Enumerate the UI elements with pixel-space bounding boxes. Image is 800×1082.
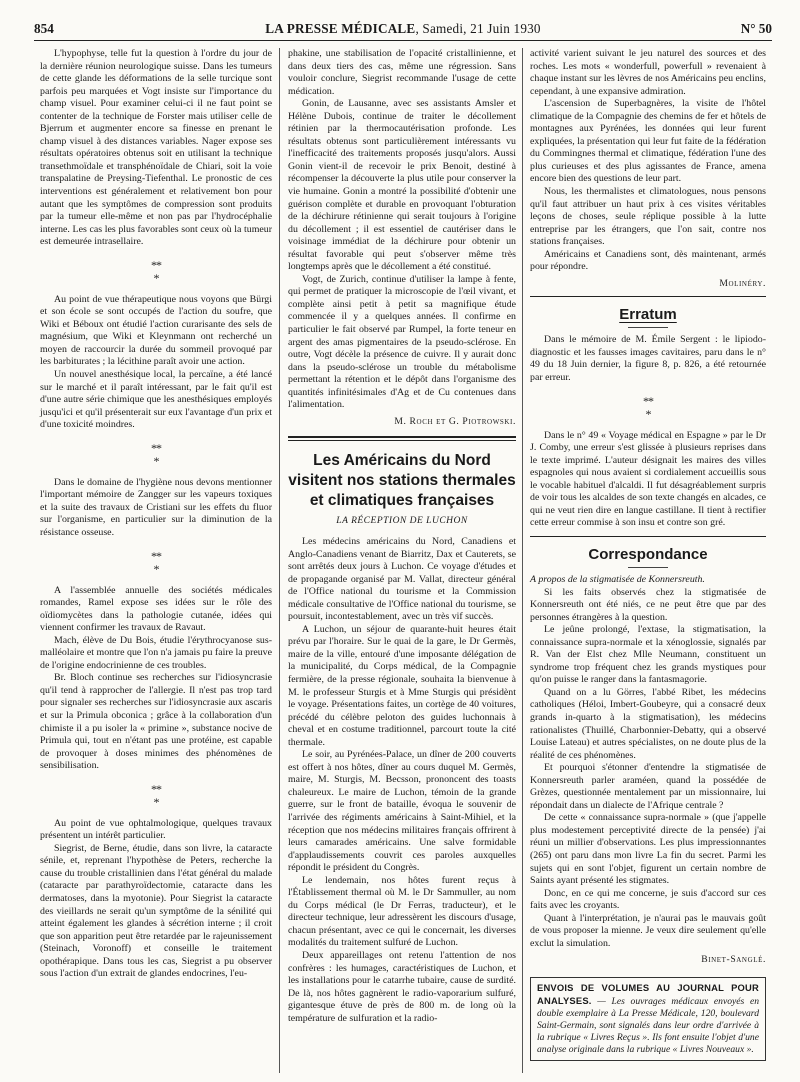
- paragraph: Le lendemain, nos hôtes furent reçus à l'Établissement thermal où M. le Dr Sammuller, au nom du Corps médical (le Dr Ferras, traducteur), et le directeur technique, leur adressèrent les discours d'usage, chacun présentant, avec ce qui le concernait, les diverses modalités du traitement sulfuré de Luchon.: [288, 874, 516, 949]
- paragraph: L'ascension de Superbagnères, la visite de l'hôtel climatique de la Compagnie des chemins de fer et hôtels de montagnes aux Pyrénées, les données qui leur furent expliquées, la présentation qui leur fut faite de la fédération du Commingnes thermal et climatique, fédération l'une des plus curieuses et des plus agissantes de France, amena encore bien des questions de leur part.: [530, 98, 766, 185]
- column-rule-2: [522, 48, 523, 1073]
- paragraph: Vogt, de Zurich, continue d'utiliser la lampe à fente, qui permet de pratiquer la microscopie de l'œil vivant, et complète ainsi petit à petit sa magnifique étude commencée il y a quelques années. Il confirme en particulier le fait observé par Rumpel, la forte teneur en argent des amas pigmentaires de la pseudo-sclérose. En outre, Vogt décèle la présence de cuivre. Il y aurait donc dans la pseudo-sclérose un trouble du métabolisme permettant la rétention et le dépôt dans l'organisme des quantités infinitésimales d'Ag et de Cu contenues dans l'alimentation.: [288, 273, 516, 411]
- issue-number: N° 50: [740, 21, 772, 36]
- paragraph: A l'assemblée annuelle des sociétés médicales romandes, Ramel expose ses idées sur le rôle des oïdiomycètes dans la pathologie cutanée, idées qui viennent confirmer les travaux de Ravaut.: [40, 584, 272, 634]
- short-rule: [628, 567, 668, 568]
- paragraph: activité varient suivant le jeu naturel des sources et des roches. Les mots « wonderfull, powerfull » revenaient à chaque instant sur les lèvres de nos Américains peu enclins, cependant, à une expansive admiration.: [530, 48, 766, 97]
- section-separator: ** *: [151, 781, 161, 809]
- paragraph: Quant à l'interprétation, je n'aurai pas le mauvais goût de vous proposer la mienne. Je veux dire seulement qu'elle exclut la simulation.: [530, 912, 766, 949]
- page-number: 854: [34, 21, 54, 36]
- paragraph: Dans le n° 49 « Voyage médical en Espagne » par le Dr J. Comby, une erreur s'est glissée à plusieurs reprises dans le texte imprimé. L'auteur désignait les maires des villes espagnoles qui nous avaient si cordialement accueillis sous le vocable habituel d'alcaldi. Il fut désagréablement surpris de voir tous les alcaldes de son texte changés en alcades, ce qui ne veut rien dire en langue castillane. Il tient à rectifier cette erreur commise à son insu et contre son gré.: [530, 429, 766, 529]
- paragraph: Américains et Canadiens sont, dès maintenant, armés pour répondre.: [530, 248, 766, 273]
- running-title: [34, 18, 772, 40]
- issue-date: , Samedi, 21 Juin 1930: [415, 21, 541, 36]
- erratum-heading: Erratum: [619, 306, 677, 324]
- column-2: [288, 48, 516, 1025]
- paragraph: Les médecins américains du Nord, Canadiens et Anglo-Canadiens venant de Biarritz, Dax et Cauterets, se sont arrêtés deux jours à Luchon. Ce voyage d'études et de propagande organisé par M. Vallat, directeur général de l'Office national du tourisme et la Commission médicale consultative de l'Office national du tourisme, se poursuit, incontestablement, avec un très vif succès.: [288, 535, 516, 623]
- paragraph: Si les faits observés chez la stigmatisée de Konnersreuth ont été niés, ce ne peut être que par des personnes étrangères à la question.: [530, 586, 766, 623]
- paragraph: Quand on a lu Görres, l'abbé Ribet, les médecins catholiques (Héloi, Imbert-Goubeyre, qui a consacré deux grands in-quarto à la stigmatisation), les médecins rationalistes (Thuillé, Charbonnier-Debatty, qui a observé Louise Lateau) et autres spécialistes, on ne doute plus de la réalité de ces phénomènes.: [530, 686, 766, 761]
- section-separator: ** *: [151, 548, 161, 576]
- double-rule: [288, 436, 516, 441]
- column-rule-1: [279, 48, 280, 1073]
- signature: Binet-Sanglé.: [701, 954, 766, 966]
- paragraph: Dans le domaine de l'hygiène nous devons mentionner l'important mémoire de Zangger sur les vapeurs toxiques et la suite des travaux de Cristiani sur les effets du fluor sur l'organisme, en particulier sur la diminution de la résistance osseuse.: [40, 476, 272, 538]
- paragraph: A Luchon, un séjour de quarante-huit heures était prévu par l'horaire. Sur le quai de la gare, le Dr Germès, maire de la ville, entouré d'une imposante délégation de la municipalité, du Corps médical, de la Compagnie fermière, de la presse régionale, souhaita la bienvenue à M. le professeur Sturgis et à Mme Sturgis qui présidènt le voyage. Présentations faites, un cortège de 40 voitures, précédé du célèbre peloton des guides luchonnais à cheval et en costume traditionnel, parcourt toute la cité thermale.: [288, 623, 516, 748]
- article-subtitle: LA RÉCEPTION DE LUCHON: [336, 516, 468, 527]
- rule: [530, 296, 766, 297]
- signature: M. Roch et G. Piotrowski.: [394, 415, 516, 427]
- section-separator: ** *: [151, 257, 161, 285]
- paragraph: Le soir, au Pyrénées-Palace, un dîner de 200 couverts est offert à nos hôtes, dîner au cours duquel M. Germès, maire, M. Sturgis, M. Becsson, prononcent des toasts chaleureux. Le maire de Luchon, témoin de la grande guerre, sur le front de bataille, évoqua le souvenir de l'arrivée des régiments américains à Saint-Mihiel, et la réception que nos médecins militaires français offrirent à leurs camarades américains. Une salve formidable d'applaudissements couvrit ces paroles auxquelles répondit le président du Congrès.: [288, 749, 516, 874]
- notice-text: — Les ouvrages médicaux envoyés en double exemplaire à La Presse Médicale, 120, boulevard Saint-Germain, sont signalés dans leur ordre d'arrivée à la rubrique « Livres Reçus ». Ils font ensuite l'objet d'une analyse originale dans la rubrique « Livres Nouveaux ».: [537, 995, 759, 1055]
- section-separator: ** *: [643, 393, 653, 421]
- paragraph: Siegrist, de Berne, étudie, dans son livre, la cataracte sénile, et, reprenant l'hypothèse de Peters, recherche la cause du trouble cristallinien dans l'état général du malade (cataracte par parathyroïdectomie, cataracte dans les dermatoses, dans la myotonie). Pour Siegrist la cataracte des vieillards ne serait qu'un symptôme de la sénilité qui atteint également les glandes à sécrétion interne ; il croit que son apparition peut être retardée par le rajeunissement (Steinach, Voronoff) et conseille le traitement opothérapique. Dans tous les cas, Siegrist a pu observer sous l'action d'un extrait de glandes endocrines, l'eu-: [40, 842, 272, 980]
- page-header: [34, 18, 772, 41]
- paragraph: Br. Bloch continue ses recherches sur l'idiosyncrasie qu'il tend à rapprocher de l'allergie. Il n'est pas trop tard pour signaler ses recherches sur l'idiosyncrasie aux ascaris et sur la Primula obconica ; grâce à la collaboration d'un chimiste il a pu isoler la « primine », substance nocive de Primula qui, tout en n'étant pas une protéine, est capable de provoquer à doses minimes des phénomènes de sensibilisation.: [40, 672, 272, 772]
- column-1: [40, 48, 272, 981]
- correspondence-heading: Correspondance: [588, 545, 708, 563]
- paragraph: Au point de vue thérapeutique nous voyons que Bürgi et son école se sont occupés de l'action du soufre, que Wiki et Béboux ont étudié l'action curarisante des sels de magnésium, que Wiki et Kleynmann ont recherché un moyen de raccourcir la durée du sommeil provoqué par les barbiturates ; la lécithine paraît avoir une action.: [40, 293, 272, 368]
- paragraph: Deux appareillages ont retenu l'attention de nos confrères : les humages, caractéristiques de Luchon, et les installations pour le catarrhe tubaire, cause de surdité. De là, nos hôtes gagnèrent le radio-vaporarium sulfuré, gigantesque étuve de près de 800 m. de long où la température de sulfuration et la radio-: [288, 950, 516, 1024]
- notice-box: [530, 977, 766, 1061]
- rule: [530, 536, 766, 537]
- paragraph: Donc, en ce qui me concerne, je suis d'accord sur ces faits avec les croyants.: [530, 887, 766, 912]
- article-title-line-1: Les Américains du Nord: [313, 452, 491, 470]
- paragraph: Le jeûne prolongé, l'extase, la stigmatisation, la connaissance supra-normale et la xénoglossie, signalés par R. Van der Elst chez Mlle Neumann, constituent un syndrome trop fréquent chez les grands mystiques pour qu'on puisse le ranger dans la fantasmagorie.: [530, 624, 766, 686]
- paragraph: Gonin, de Lausanne, avec ses assistants Amsler et Hélène Dubois, continue de traiter le décollement rétinien par la thermocautérisation profonde. Les résultats obtenus sont particulièrement intéressants vu l'inefficacité des traitements proposés jusqu'alors. Aussi Gonin vient-il de recevoir le prix Benoit, destiné à récompenser la découverte la plus utile pour conserver la vie humaine. Gonin a montré la possibilité d'obtenir une guérison complète et durable en provoquant l'obturation de la déchirure rétinienne qui serait toujours à l'origine du décollement ; il est essentiel de cautériser dans le voisinage immédiat de la déchirure pour obtenir un résultat favorable qui peut s'observer même très longtemps après que le décollement a été constitué.: [288, 98, 516, 273]
- article-title-line-3: et climatiques françaises: [309, 492, 495, 510]
- paragraph: Au point de vue ophtalmologique, quelques travaux présentent un intérêt particulier.: [40, 817, 272, 842]
- paragraph: Et pourquoi s'étonner d'entendre la stigmatisée de Konnersreuth parler araméen, quand la possédée de Grèzes, questionnée mentalement par un missionnaire, lui répondait dans un dialecte de l'Afrique centrale ?: [530, 762, 766, 811]
- journal-name: LA PRESSE MÉDICALE: [265, 21, 416, 36]
- section-separator: ** *: [151, 440, 161, 468]
- notice-title: ENVOIS DE VOLUMES AU JOURNAL POUR ANALYSES.: [537, 981, 759, 1006]
- paragraph: Mach, élève de Du Bois, étudie l'érythrocyanose sus-malléolaire et montre que l'on n'a jamais pu faire la preuve de l'origine endocrinienne de ces troubles.: [40, 634, 272, 671]
- correspondence-subtitle: A propos de la stigmatisée de Konnersreuth.: [530, 573, 705, 585]
- paragraph: L'hypophyse, telle fut la question à l'ordre du jour de la dernière réunion neurologique suisse. Dans les tumeurs de cette glande les déformations de la selle turcique sont parfois peu marquées et Vogt insiste sur l'importance du champ visuel. Pour examiner celui-ci il ne faut point se contenter de la technique de Forster mais utiliser celle de Bjerrum et augmenter encore sa finesse en prenant le champ visuel à des distances variables. Nager expose ses résultats opératoires obtenus soit en utilisant la technique transethmoïdale et transphénoïdale de Chiari, soit la voie transpalatine de Preysing-Tiefenthal. Le pronostic de ces interventions est généralement et relativement bon pour autant que les symptômes de compression sont produits par la tumeur elle-même et non pas par l'hydrocéphalie interne. Les cas les plus favorables sont ceux où la tumeur est demeurée intrasellaire.: [40, 48, 272, 248]
- paragraph: De cette « connaissance supra-normale » (que j'appelle plus modestement perceptivité directe de la pensée) j'ai réuni un millier d'observations. Les plus impressionnantes (265) ont paru dans mon livre La fin du secret. Parmi les sujets qui en sont l'objet, figurent un certain nombre de Saints ayant présenté les stigmates.: [530, 812, 766, 887]
- paragraph: Un nouvel anesthésique local, la percaïne, a été lancé sur le marché et il paraît intéressant, par le fait qu'il est d'une autre série chimique que les anesthésiques employés jusqu'ici et qu'il présenterait sur eux l'avantage d'un prix et d'une toxicité moindres.: [40, 369, 272, 431]
- paragraph: Dans le mémoire de M. Émile Sergent : le lipiodo-diagnostic et les fausses images cavitaires, paru dans le n° 49 du 18 Juin dernier, la figure 8, p. 826, a été retournée par erreur.: [530, 334, 766, 384]
- article-title-line-2: visitent nos stations thermales: [288, 472, 516, 490]
- column-3: [530, 48, 766, 1061]
- signature: Molinéry.: [719, 277, 766, 289]
- short-rule: [628, 327, 668, 328]
- paragraph: Nous, les thermalistes et climatologues, nous pensons qu'il faut attribuer un haut prix à ces visites véritables leçons de choses, seule réplique possible à la lutte entreprise par les étrangers, que l'on sait, contre nos stations françaises.: [530, 186, 766, 248]
- paragraph: phakine, une stabilisation de l'opacité cristallinienne, et dans deux tiers des cas, même une régression. Sans vouloir conclure, Siegrist recommande l'usage de cette médication.: [288, 48, 516, 97]
